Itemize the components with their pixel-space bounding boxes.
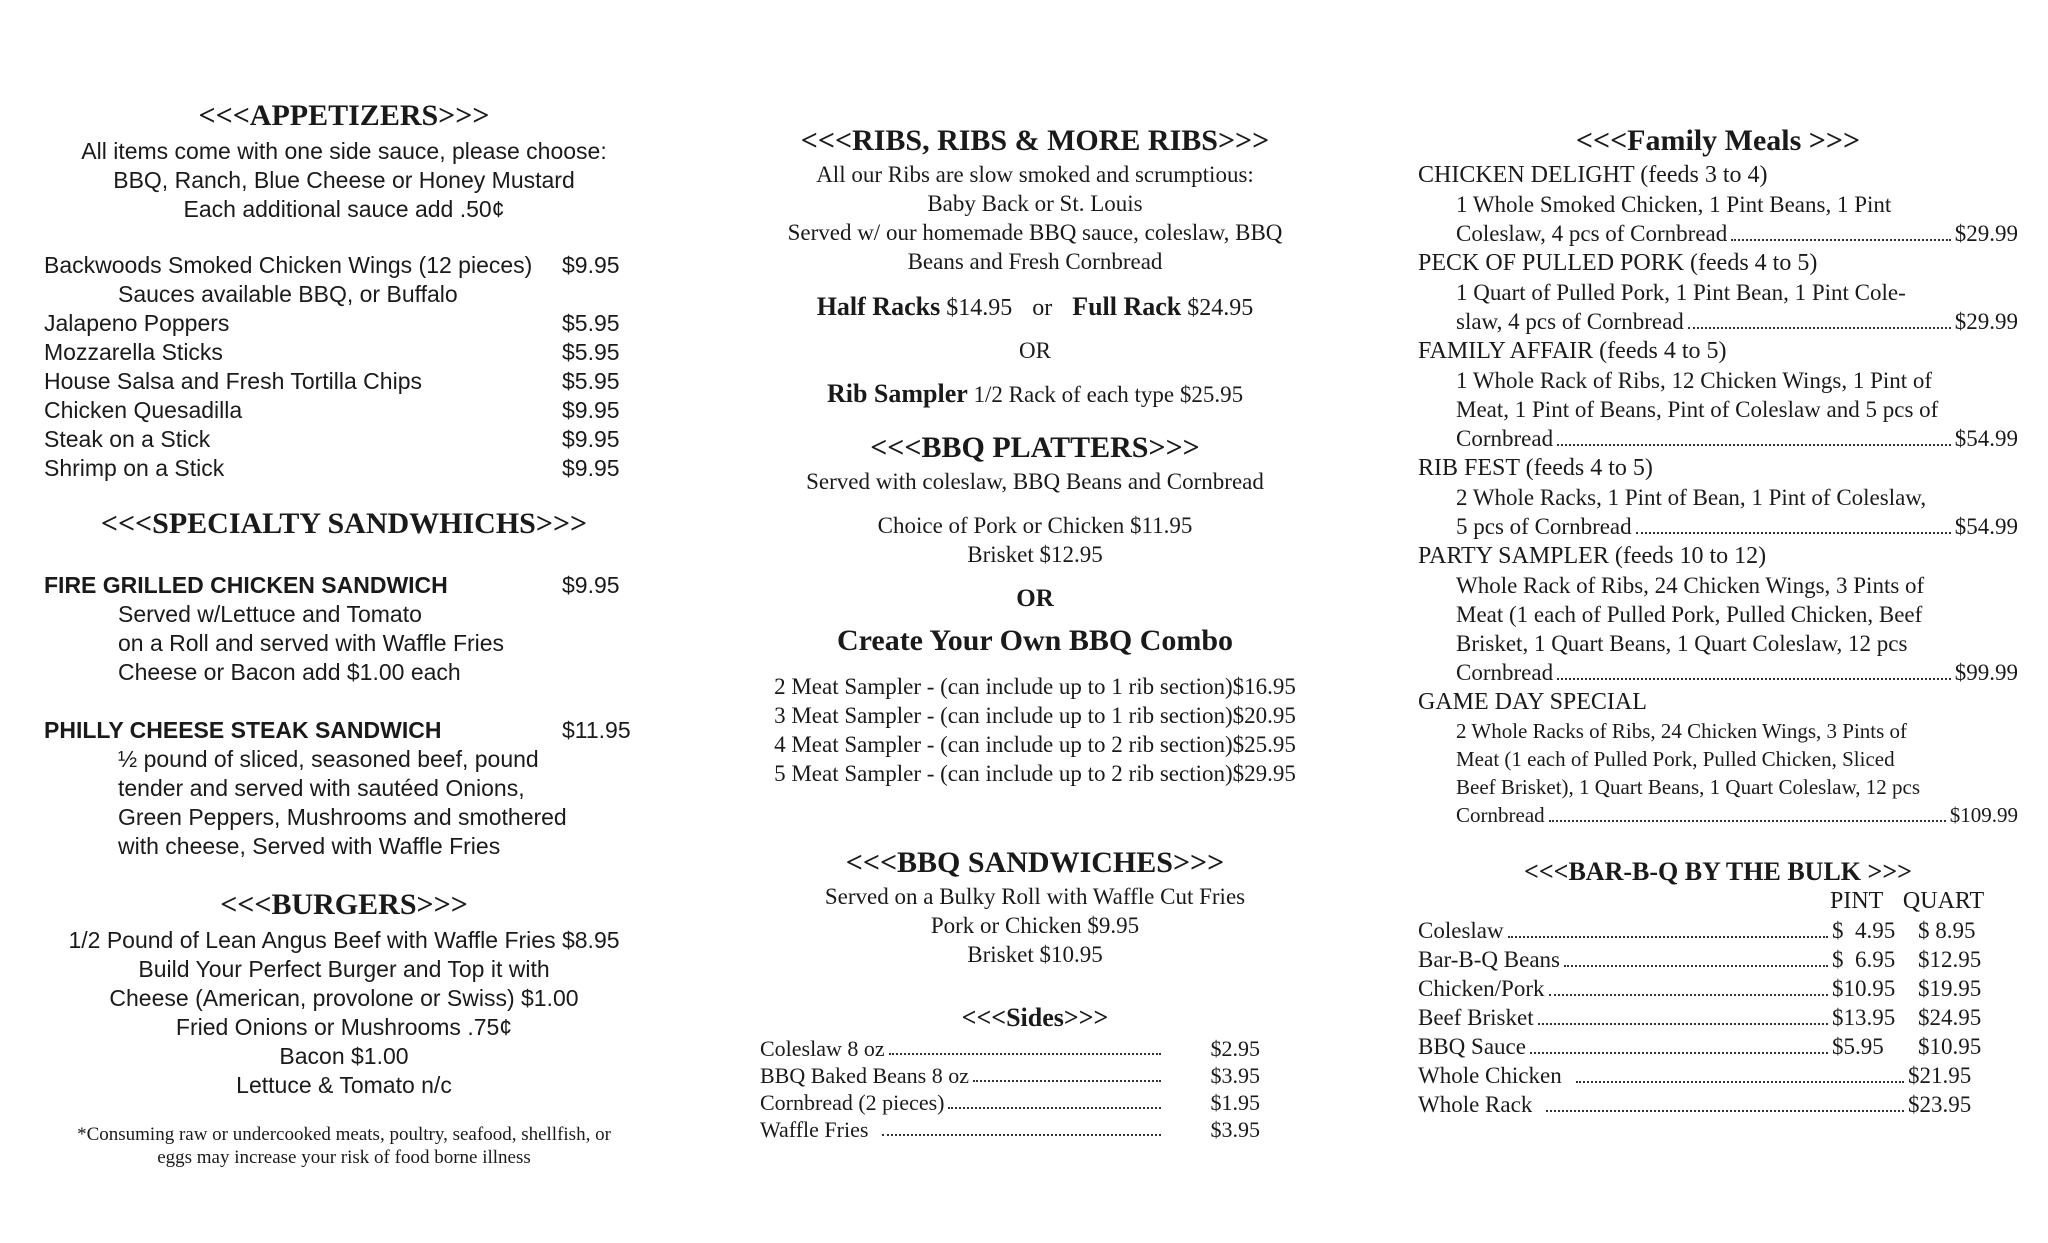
- bulk-quart-price: $19.95: [1918, 976, 1982, 1001]
- family-item-line: Brisket, 1 Quart Beans, 1 Quart Coleslaw, 12 pcs: [1456, 631, 1908, 656]
- list-item: [44, 454, 644, 483]
- side-price: $3.95: [1210, 1117, 1260, 1142]
- family-item-last: [1456, 658, 2018, 687]
- item-desc: Green Peppers, Mushrooms and smothered: [118, 804, 567, 830]
- ribs-intro-line: Beans and Fresh Cornbread: [907, 249, 1163, 274]
- family-list: [1418, 160, 2018, 829]
- sandwiches-list: [44, 571, 644, 687]
- burgers-line: Cheese (American, provolone or Swiss) $1.00: [109, 985, 579, 1011]
- bulk-pint-price: $10.95: [1832, 976, 1896, 1001]
- dot-leader: [1530, 1032, 1828, 1054]
- burgers-line: Fried Onions or Mushrooms .75¢: [175, 1014, 513, 1040]
- bulk-item-name: Chicken/Pork: [1418, 976, 1545, 1001]
- bulk-quart-price: $ 8.95: [1918, 918, 1976, 943]
- list-item: [44, 571, 644, 600]
- family-item-title: PARTY SAMPLER (feeds 10 to 12): [1418, 543, 1767, 569]
- family-item-last-text: Cornbread: [1456, 426, 1554, 451]
- family-item-line: Meat (1 each of Pulled Pork, Pulled Chicken, Beef: [1456, 602, 1923, 627]
- side-price: $2.95: [1210, 1036, 1260, 1061]
- bulk-col-quart: QUART: [1902, 888, 1985, 914]
- sandwiches-list-2: [44, 716, 644, 861]
- appetizers-intro-line: BBQ, Ranch, Blue Cheese or Honey Mustard: [113, 167, 575, 193]
- ribs-heading: <<<RIBS, RIBS & MORE RIBS>>>: [800, 124, 1270, 157]
- disclaimer: [44, 1123, 644, 1169]
- burgers-lines: [44, 926, 644, 1100]
- list-item: [1418, 1061, 2018, 1090]
- item-price: $5.95: [562, 310, 620, 336]
- family-item-line: 2 Whole Racks of Ribs, 24 Chicken Wings, 3 Pints of: [1456, 719, 1908, 743]
- appetizers-intro: [44, 137, 644, 224]
- family-item-last: [1456, 424, 2018, 453]
- half-rack-price: $14.95: [946, 295, 1013, 321]
- item-price: $5.95: [562, 339, 620, 365]
- item-desc: tender and served with sautéed Onions,: [118, 775, 525, 801]
- or-divider: OR: [1019, 338, 1051, 363]
- family-item-last-text: slaw, 4 pcs of Cornbread: [1456, 309, 1684, 334]
- item-desc: Cheese or Bacon add $1.00 each: [118, 659, 461, 685]
- dot-leader: [1557, 424, 1951, 446]
- disclaimer-line: eggs may increase your risk of food borne illness: [157, 1147, 531, 1168]
- combo-item: 5 Meat Sampler - (can include up to 2 rib section)$29.95: [774, 761, 1296, 786]
- burgers-heading: <<<BURGERS>>>: [220, 888, 468, 921]
- bulk-quart-price: $24.95: [1918, 1005, 1982, 1030]
- appetizers-list: [44, 251, 644, 483]
- item-note: Sauces available BBQ, or Buffalo: [118, 281, 458, 307]
- family-item-line: Whole Rack of Ribs, 24 Chicken Wings, 3 Pints of: [1456, 573, 1925, 598]
- family-item-line: 1 Quart of Pulled Pork, 1 Pint Bean, 1 Pint Cole-: [1456, 280, 1906, 305]
- item-price: $11.95: [562, 717, 631, 743]
- family-item-last-text: Cornbread: [1456, 803, 1545, 827]
- family-item-line: Beef Brisket), 1 Quart Beans, 1 Quart Coleslaw, 12 pcs: [1456, 775, 1921, 799]
- family-item-body: [1418, 366, 2018, 453]
- family-item-body: [1418, 278, 2018, 336]
- list-item: [1418, 1032, 2018, 1061]
- list-item: [1418, 1090, 2018, 1119]
- bbq-sandwiches-line: Served on a Bulky Roll with Waffle Cut Fries: [824, 884, 1246, 909]
- family-item-title: RIB FEST (feeds 4 to 5): [1418, 455, 1653, 481]
- bulk-quart-price: $10.95: [1918, 1034, 1982, 1059]
- item-name: Shrimp on a Stick: [44, 455, 225, 481]
- dot-leader: [889, 1035, 1161, 1055]
- item-name: Chicken Quesadilla: [44, 397, 243, 423]
- family-item-price: $29.99: [1954, 221, 2018, 246]
- platters-heading: <<<BBQ PLATTERS>>>: [870, 431, 1200, 464]
- ribs-intro-line: All our Ribs are slow smoked and scrumptious:: [816, 162, 1254, 187]
- bulk-item-name: BBQ Sauce: [1418, 1034, 1526, 1059]
- list-item: [44, 396, 644, 425]
- side-price: $1.95: [1210, 1090, 1260, 1115]
- ribs-intro-line: Baby Back or St. Louis: [927, 191, 1143, 216]
- item-price: $9.95: [562, 426, 620, 452]
- dot-leader: [1557, 658, 1951, 680]
- appetizers-heading: <<<APPETIZERS>>>: [198, 99, 490, 132]
- list-item: [44, 251, 644, 280]
- family-item-line: 2 Whole Racks, 1 Pint of Bean, 1 Pint of Coleslaw,: [1456, 485, 1927, 510]
- list-item: [760, 1062, 1260, 1089]
- sides-list: [760, 1035, 1260, 1143]
- bulk-heading: <<<BAR-B-Q BY THE BULK >>>: [1524, 857, 1912, 886]
- item-desc: on a Roll and served with Waffle Fries: [118, 630, 505, 656]
- combo-item: 3 Meat Sampler - (can include up to 1 rib section)$20.95: [774, 703, 1296, 728]
- item-price: $9.95: [562, 455, 620, 481]
- bulk-item-price: $21.95: [1908, 1063, 1972, 1088]
- bulk-item-name: Whole Rack: [1418, 1092, 1533, 1117]
- family-item-body: [1418, 571, 2018, 687]
- family-item-line: 1 Whole Smoked Chicken, 1 Pint Beans, 1 Pint: [1456, 192, 1892, 217]
- family-item-price: $29.99: [1954, 309, 2018, 334]
- item-desc: ½ pound of sliced, seasoned beef, pound: [118, 746, 539, 772]
- item-name: PHILLY CHEESE STEAK SANDWICH: [44, 717, 442, 743]
- side-name: Cornbread (2 pieces): [760, 1090, 945, 1115]
- ribs-racks: [700, 292, 1370, 323]
- platter-brisket: Brisket $12.95: [967, 542, 1103, 567]
- family-item-line: Meat, 1 Pint of Beans, Pint of Coleslaw and 5 pcs of: [1456, 397, 1939, 422]
- list-item: [760, 1035, 1260, 1062]
- rib-sampler: [700, 379, 1370, 409]
- item-name: House Salsa and Fresh Tortilla Chips: [44, 368, 422, 394]
- item-desc: with cheese, Served with Waffle Fries: [118, 833, 501, 859]
- bbq-sandwiches-lines: [700, 882, 1370, 969]
- bulk-list: [1418, 916, 2018, 1119]
- bbq-sandwiches-heading: <<<BBQ SANDWICHES>>>: [845, 846, 1225, 879]
- item-desc: Served w/Lettuce and Tomato: [118, 601, 422, 627]
- family-item-last: [1456, 512, 2018, 541]
- bulk-item-price: $23.95: [1908, 1092, 1972, 1117]
- bulk-item-name: Whole Chicken: [1418, 1063, 1562, 1088]
- family-heading: <<<Family Meals >>>: [1575, 124, 1861, 157]
- family-item-title: PECK OF PULLED PORK (feeds 4 to 5): [1418, 250, 1818, 276]
- dot-leader: [1508, 916, 1828, 938]
- combo-item: 2 Meat Sampler - (can include up to 1 rib section)$16.95: [774, 674, 1296, 699]
- dot-leader: [1564, 945, 1828, 967]
- list-item: [44, 367, 644, 396]
- dot-leader: [1546, 1090, 1904, 1112]
- family-item-last-text: Cornbread: [1456, 660, 1554, 685]
- dot-leader: [1731, 219, 1951, 241]
- family-item-body: [1418, 483, 2018, 541]
- item-name: Jalapeno Poppers: [44, 310, 230, 336]
- dot-leader: [1538, 1003, 1828, 1025]
- list-item: [44, 338, 644, 367]
- dot-leader: [973, 1062, 1161, 1082]
- appetizers-intro-line: Each additional sauce add .50¢: [183, 196, 505, 222]
- family-item-body: [1418, 190, 2018, 248]
- item-name: FIRE GRILLED CHICKEN SANDWICH: [44, 572, 448, 598]
- dot-leader: [948, 1089, 1160, 1109]
- family-item-price: $109.99: [1949, 803, 2018, 827]
- combo-heading: Create Your Own BBQ Combo: [836, 624, 1234, 657]
- half-rack-label: Half Racks: [816, 292, 941, 321]
- bulk-item-name: Coleslaw: [1418, 918, 1504, 943]
- side-price: $3.95: [1210, 1063, 1260, 1088]
- appetizers-intro-line: All items come with one side sauce, please choose:: [81, 138, 607, 164]
- list-item: [1418, 945, 2018, 974]
- burgers-line: Build Your Perfect Burger and Top it with: [138, 956, 550, 982]
- family-item-title: GAME DAY SPECIAL: [1418, 689, 1647, 715]
- family-item-last: [1456, 307, 2018, 336]
- family-item-last: [1456, 801, 2018, 829]
- dot-leader: [1688, 307, 1951, 329]
- item-name: Backwoods Smoked Chicken Wings (12 pieces): [44, 252, 533, 278]
- list-item: [44, 309, 644, 338]
- bulk-pint-price: $ 6.95: [1832, 947, 1896, 972]
- list-item: [1418, 916, 2018, 945]
- list-item: [760, 1089, 1260, 1116]
- sides-heading: <<<Sides>>>: [961, 1003, 1109, 1032]
- family-item-title: CHICKEN DELIGHT (feeds 3 to 4): [1418, 162, 1768, 188]
- dot-leader: [1636, 512, 1951, 534]
- bulk-item-name: Bar-B-Q Beans: [1418, 947, 1560, 972]
- burgers-line: Bacon $1.00: [279, 1043, 409, 1069]
- or-divider-bold: OR: [1016, 585, 1054, 612]
- burgers-line: 1/2 Pound of Lean Angus Beef with Waffle Fries $8.95: [68, 927, 620, 953]
- family-item-body: [1418, 717, 2018, 829]
- item-name: Steak on a Stick: [44, 426, 211, 452]
- bulk-col-pint: PINT: [1830, 888, 1883, 914]
- or-text: or: [1032, 295, 1053, 321]
- dot-leader: [1549, 974, 1829, 996]
- dot-leader: [1576, 1061, 1904, 1083]
- item-price: $9.95: [562, 252, 620, 278]
- platters-prices: [700, 511, 1370, 569]
- bbq-sandwiches-line: Pork or Chicken $9.95: [930, 913, 1140, 938]
- list-item: [44, 425, 644, 454]
- item-price: $9.95: [562, 397, 620, 423]
- disclaimer-line: *Consuming raw or undercooked meats, poultry, seafood, shellfish, or: [77, 1124, 611, 1145]
- bulk-pint-price: $13.95: [1832, 1005, 1896, 1030]
- platters-intro: Served with coleslaw, BBQ Beans and Cornbread: [806, 469, 1264, 494]
- family-item-line: 1 Whole Rack of Ribs, 12 Chicken Wings, 1 Pint of: [1456, 368, 1933, 393]
- family-item-line: Meat (1 each of Pulled Pork, Pulled Chicken, Sliced: [1456, 747, 1895, 771]
- family-item-last-text: Coleslaw, 4 pcs of Cornbread: [1456, 221, 1728, 246]
- dot-leader: [1549, 801, 1946, 822]
- combo-item: 4 Meat Sampler - (can include up to 2 rib section)$25.95: [774, 732, 1296, 757]
- dot-leader: [882, 1116, 1160, 1136]
- list-item: [760, 1116, 1260, 1143]
- family-item-price: $54.99: [1954, 514, 2018, 539]
- full-rack-price: $24.95: [1187, 295, 1254, 321]
- bulk-column-headers: [1830, 887, 1984, 916]
- family-item-price: $99.99: [1954, 660, 2018, 685]
- bulk-pint-price: $5.95: [1832, 1034, 1884, 1059]
- family-item-title: FAMILY AFFAIR (feeds 4 to 5): [1418, 338, 1727, 364]
- family-item-last-text: 5 pcs of Cornbread: [1456, 514, 1632, 539]
- list-item: [44, 716, 644, 745]
- platter-choice: Choice of Pork or Chicken $11.95: [877, 513, 1193, 538]
- bulk-pint-price: $ 4.95: [1832, 918, 1896, 943]
- item-name: Mozzarella Sticks: [44, 339, 223, 365]
- side-name: Waffle Fries: [760, 1117, 869, 1142]
- burgers-line: Lettuce & Tomato n/c: [236, 1072, 452, 1098]
- list-item: [1418, 1003, 2018, 1032]
- ribs-intro: [700, 160, 1370, 276]
- sandwiches-heading: <<<SPECIALTY SANDWHICHS>>>: [100, 507, 588, 540]
- side-name: BBQ Baked Beans 8 oz: [760, 1063, 969, 1088]
- combo-list: [700, 672, 1370, 788]
- rib-sampler-label: Rib Sampler: [826, 379, 968, 408]
- bbq-sandwiches-line: Brisket $10.95: [967, 942, 1103, 967]
- full-rack-label: Full Rack: [1072, 292, 1182, 321]
- item-price: $5.95: [562, 368, 620, 394]
- family-item-last: [1456, 219, 2018, 248]
- ribs-intro-line: Served w/ our homemade BBQ sauce, coleslaw, BBQ: [787, 220, 1283, 245]
- item-price: $9.95: [562, 572, 620, 598]
- rib-sampler-desc: 1/2 Rack of each type $25.95: [973, 382, 1244, 407]
- family-item-price: $54.99: [1954, 426, 2018, 451]
- side-name: Coleslaw 8 oz: [760, 1036, 885, 1061]
- list-item: [1418, 974, 2018, 1003]
- bulk-item-name: Beef Brisket: [1418, 1005, 1534, 1030]
- bulk-quart-price: $12.95: [1918, 947, 1982, 972]
